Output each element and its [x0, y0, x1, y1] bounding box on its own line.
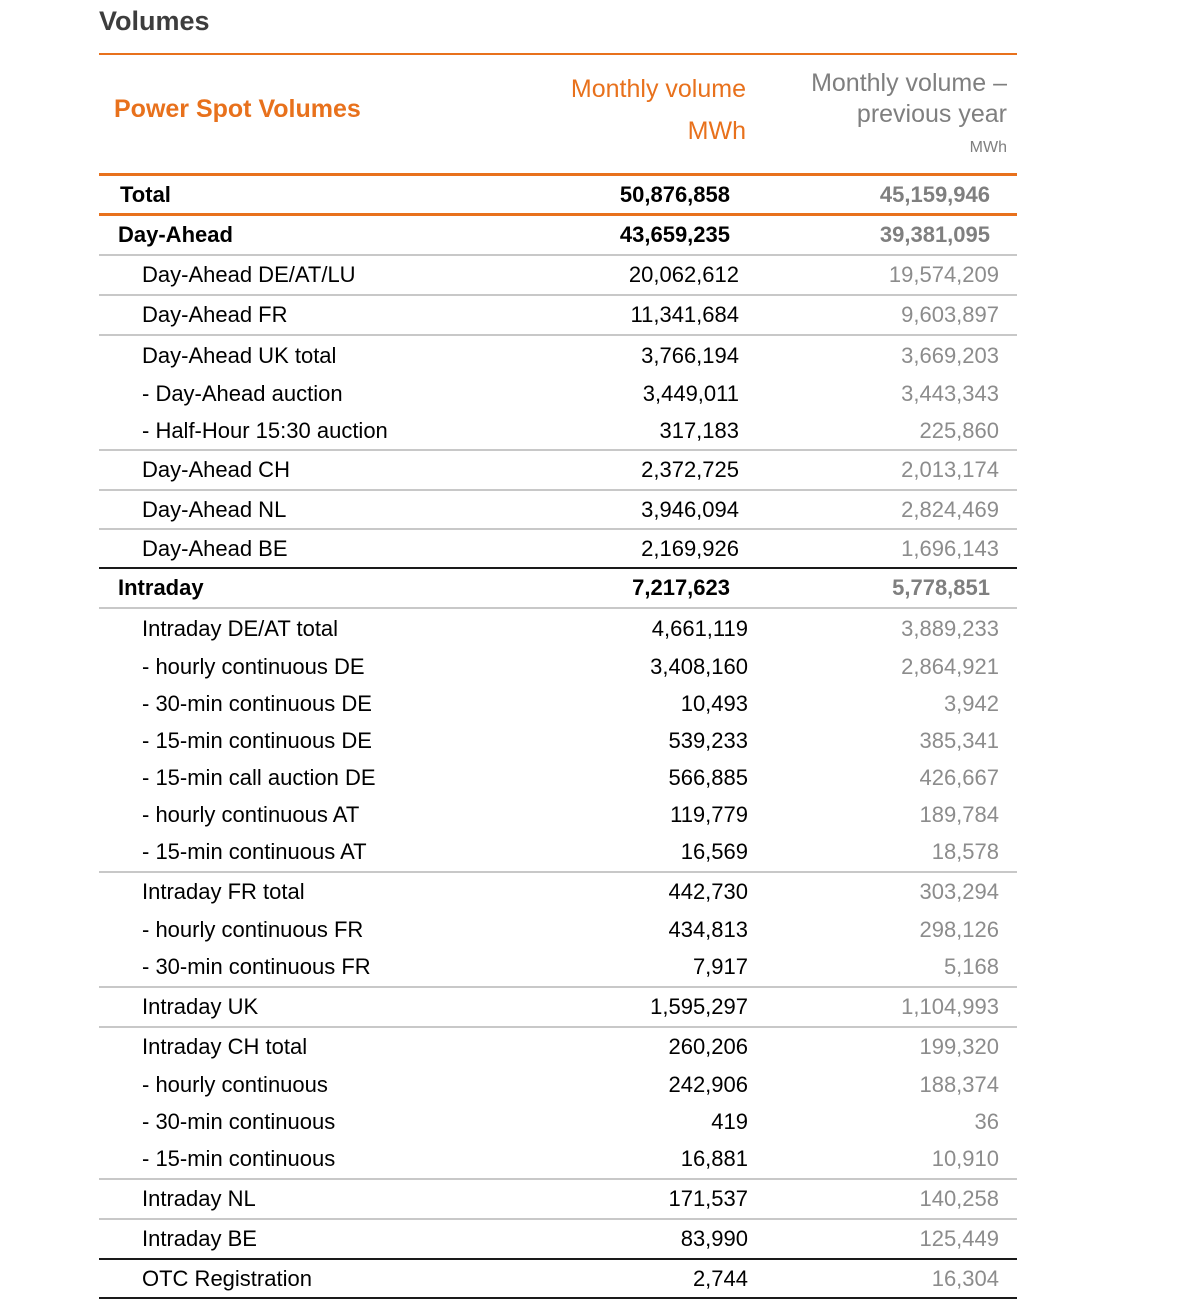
row-label: - Half-Hour 15:30 auction — [142, 417, 388, 443]
row-label: Intraday — [118, 575, 204, 600]
row-previous-value: 188,374 — [919, 1071, 999, 1097]
row-current-value: 317,183 — [659, 417, 739, 443]
row-previous-value: 3,669,203 — [901, 342, 999, 368]
row-label: Day-Ahead DE/AT/LU — [142, 262, 356, 287]
row-label: Intraday UK — [142, 994, 259, 1019]
row-label: Total — [120, 181, 171, 207]
row-current-value: 434,813 — [668, 916, 748, 942]
row-previous-value: 1,104,993 — [901, 994, 999, 1019]
table-row — [99, 948, 1017, 988]
row-label: Day-Ahead NL — [142, 496, 287, 522]
table-row — [99, 648, 1017, 685]
row-previous-value: 5,168 — [943, 954, 999, 979]
row-label: - 30-min continuous — [142, 1108, 336, 1134]
row-previous-value: 36 — [974, 1108, 999, 1134]
row-previous-value: 2,824,469 — [901, 496, 999, 522]
table-row — [99, 412, 1017, 451]
row-current-value: 171,537 — [668, 1186, 748, 1211]
row-previous-value: 189,784 — [919, 801, 999, 827]
table-row — [99, 796, 1017, 833]
row-label: Intraday FR total — [142, 879, 305, 904]
row-current-value: 566,885 — [668, 764, 748, 790]
row-label: - hourly continuous DE — [142, 653, 365, 679]
row-previous-value: 10,910 — [931, 1146, 999, 1171]
row-current-value: 419 — [711, 1108, 748, 1134]
row-previous-value: 3,889,233 — [901, 615, 999, 641]
row-label: Intraday BE — [142, 1226, 257, 1251]
row-current-value: 3,766,194 — [641, 342, 739, 368]
table-row — [99, 256, 1017, 296]
power-spot-volumes-table — [99, 53, 1017, 1299]
row-label: - 15-min continuous AT — [142, 839, 367, 864]
row-previous-value: 5,778,851 — [892, 575, 990, 600]
table-row — [99, 988, 1017, 1028]
table-row — [99, 451, 1017, 491]
column-header-previous-year-unit: MWh — [969, 139, 1007, 156]
row-previous-value: 303,294 — [919, 879, 999, 904]
row-current-value: 16,881 — [680, 1146, 748, 1171]
table-row — [99, 873, 1017, 911]
table-row-intraday — [99, 569, 1017, 609]
row-current-value: 43,659,235 — [619, 222, 730, 247]
column-header-monthly-volume — [571, 68, 746, 152]
row-current-value: 10,493 — [680, 690, 748, 716]
row-current-value: 83,990 — [680, 1226, 748, 1251]
row-label: - hourly continuous AT — [142, 801, 360, 827]
row-label: - Day-Ahead auction — [142, 380, 343, 406]
table-row — [99, 336, 1017, 375]
row-label: Intraday DE/AT total — [142, 615, 339, 641]
table-row — [99, 759, 1017, 796]
table-row — [99, 609, 1017, 648]
row-label: Intraday NL — [142, 1186, 256, 1211]
row-current-value: 260,206 — [668, 1034, 748, 1059]
row-current-value: 50,876,858 — [619, 181, 730, 207]
row-previous-value: 225,860 — [919, 417, 999, 443]
row-label: Day-Ahead BE — [142, 535, 288, 561]
row-current-value: 2,169,926 — [641, 535, 739, 561]
table-row — [99, 1066, 1017, 1103]
row-current-value: 3,408,160 — [650, 653, 748, 679]
row-previous-value: 140,258 — [919, 1186, 999, 1211]
table-row — [99, 1028, 1017, 1066]
row-previous-value: 45,159,946 — [879, 181, 990, 207]
table-row — [99, 1103, 1017, 1140]
row-current-value: 7,917 — [692, 954, 748, 979]
table-row — [99, 833, 1017, 873]
column-header-previous-year — [811, 68, 1007, 160]
row-previous-value: 199,320 — [919, 1034, 999, 1059]
table-row — [99, 530, 1017, 569]
table-row — [99, 685, 1017, 722]
row-current-value: 20,062,612 — [628, 262, 739, 287]
table-row — [99, 1180, 1017, 1220]
row-label: Day-Ahead CH — [142, 457, 290, 482]
row-previous-value: 2,864,921 — [901, 653, 999, 679]
row-previous-value: 3,942 — [943, 690, 999, 716]
row-previous-value: 18,578 — [931, 839, 999, 864]
column-header-previous-year-line1: Monthly volume – — [811, 69, 1007, 97]
row-label: - 15-min continuous DE — [142, 727, 372, 753]
table-row — [99, 375, 1017, 412]
column-header-previous-year-line2: previous year — [856, 100, 1007, 128]
column-header-monthly-volume-unit: MWh — [687, 117, 746, 145]
row-label: - hourly continuous FR — [142, 916, 364, 942]
row-label: OTC Registration — [142, 1265, 312, 1291]
row-current-value: 2,372,725 — [641, 457, 739, 482]
table-row-total — [99, 176, 1017, 216]
row-previous-value: 3,443,343 — [901, 380, 999, 406]
page-title: Volumes — [99, 6, 210, 36]
row-current-value: 2,744 — [692, 1265, 748, 1291]
table-title: Power Spot Volumes — [114, 95, 361, 123]
row-previous-value: 9,603,897 — [901, 302, 999, 327]
row-current-value: 11,341,684 — [630, 302, 739, 327]
row-current-value: 1,595,297 — [650, 994, 748, 1019]
row-label: - 30-min continuous DE — [142, 690, 372, 716]
row-previous-value: 19,574,209 — [888, 262, 999, 287]
row-label: - 30-min continuous FR — [142, 954, 371, 979]
row-current-value: 539,233 — [668, 727, 748, 753]
row-label: - hourly continuous — [142, 1071, 328, 1097]
table-row — [99, 1220, 1017, 1260]
table-row-day-ahead — [99, 216, 1017, 256]
row-label: Day-Ahead UK total — [142, 342, 337, 368]
row-previous-value: 385,341 — [919, 727, 999, 753]
row-current-value: 119,779 — [670, 801, 748, 827]
row-previous-value: 2,013,174 — [901, 457, 999, 482]
table-row — [99, 722, 1017, 759]
table-header — [99, 55, 1017, 176]
row-label: Day-Ahead — [118, 222, 233, 247]
row-previous-value: 39,381,095 — [879, 222, 990, 247]
row-current-value: 16,569 — [680, 839, 748, 864]
row-label: Day-Ahead FR — [142, 302, 288, 327]
table-row — [99, 491, 1017, 530]
row-current-value: 4,661,119 — [651, 615, 748, 641]
row-label: Intraday CH total — [142, 1034, 308, 1059]
row-previous-value: 298,126 — [919, 916, 999, 942]
row-previous-value: 16,304 — [931, 1265, 999, 1291]
row-current-value: 242,906 — [668, 1071, 748, 1097]
row-current-value: 3,449,011 — [642, 380, 739, 406]
row-label: - 15-min call auction DE — [142, 764, 376, 790]
row-previous-value: 125,449 — [919, 1226, 999, 1251]
table-row-otc-registration — [99, 1260, 1017, 1299]
table-row — [99, 1140, 1017, 1180]
table-row — [99, 911, 1017, 948]
row-previous-value: 426,667 — [919, 764, 999, 790]
row-current-value: 3,946,094 — [641, 496, 739, 522]
row-label: - 15-min continuous — [142, 1146, 336, 1171]
table-row — [99, 296, 1017, 336]
row-previous-value: 1,696,143 — [901, 535, 999, 561]
row-current-value: 7,217,623 — [632, 575, 730, 600]
column-header-monthly-volume-line1: Monthly volume — [570, 75, 746, 103]
row-current-value: 442,730 — [668, 879, 748, 904]
